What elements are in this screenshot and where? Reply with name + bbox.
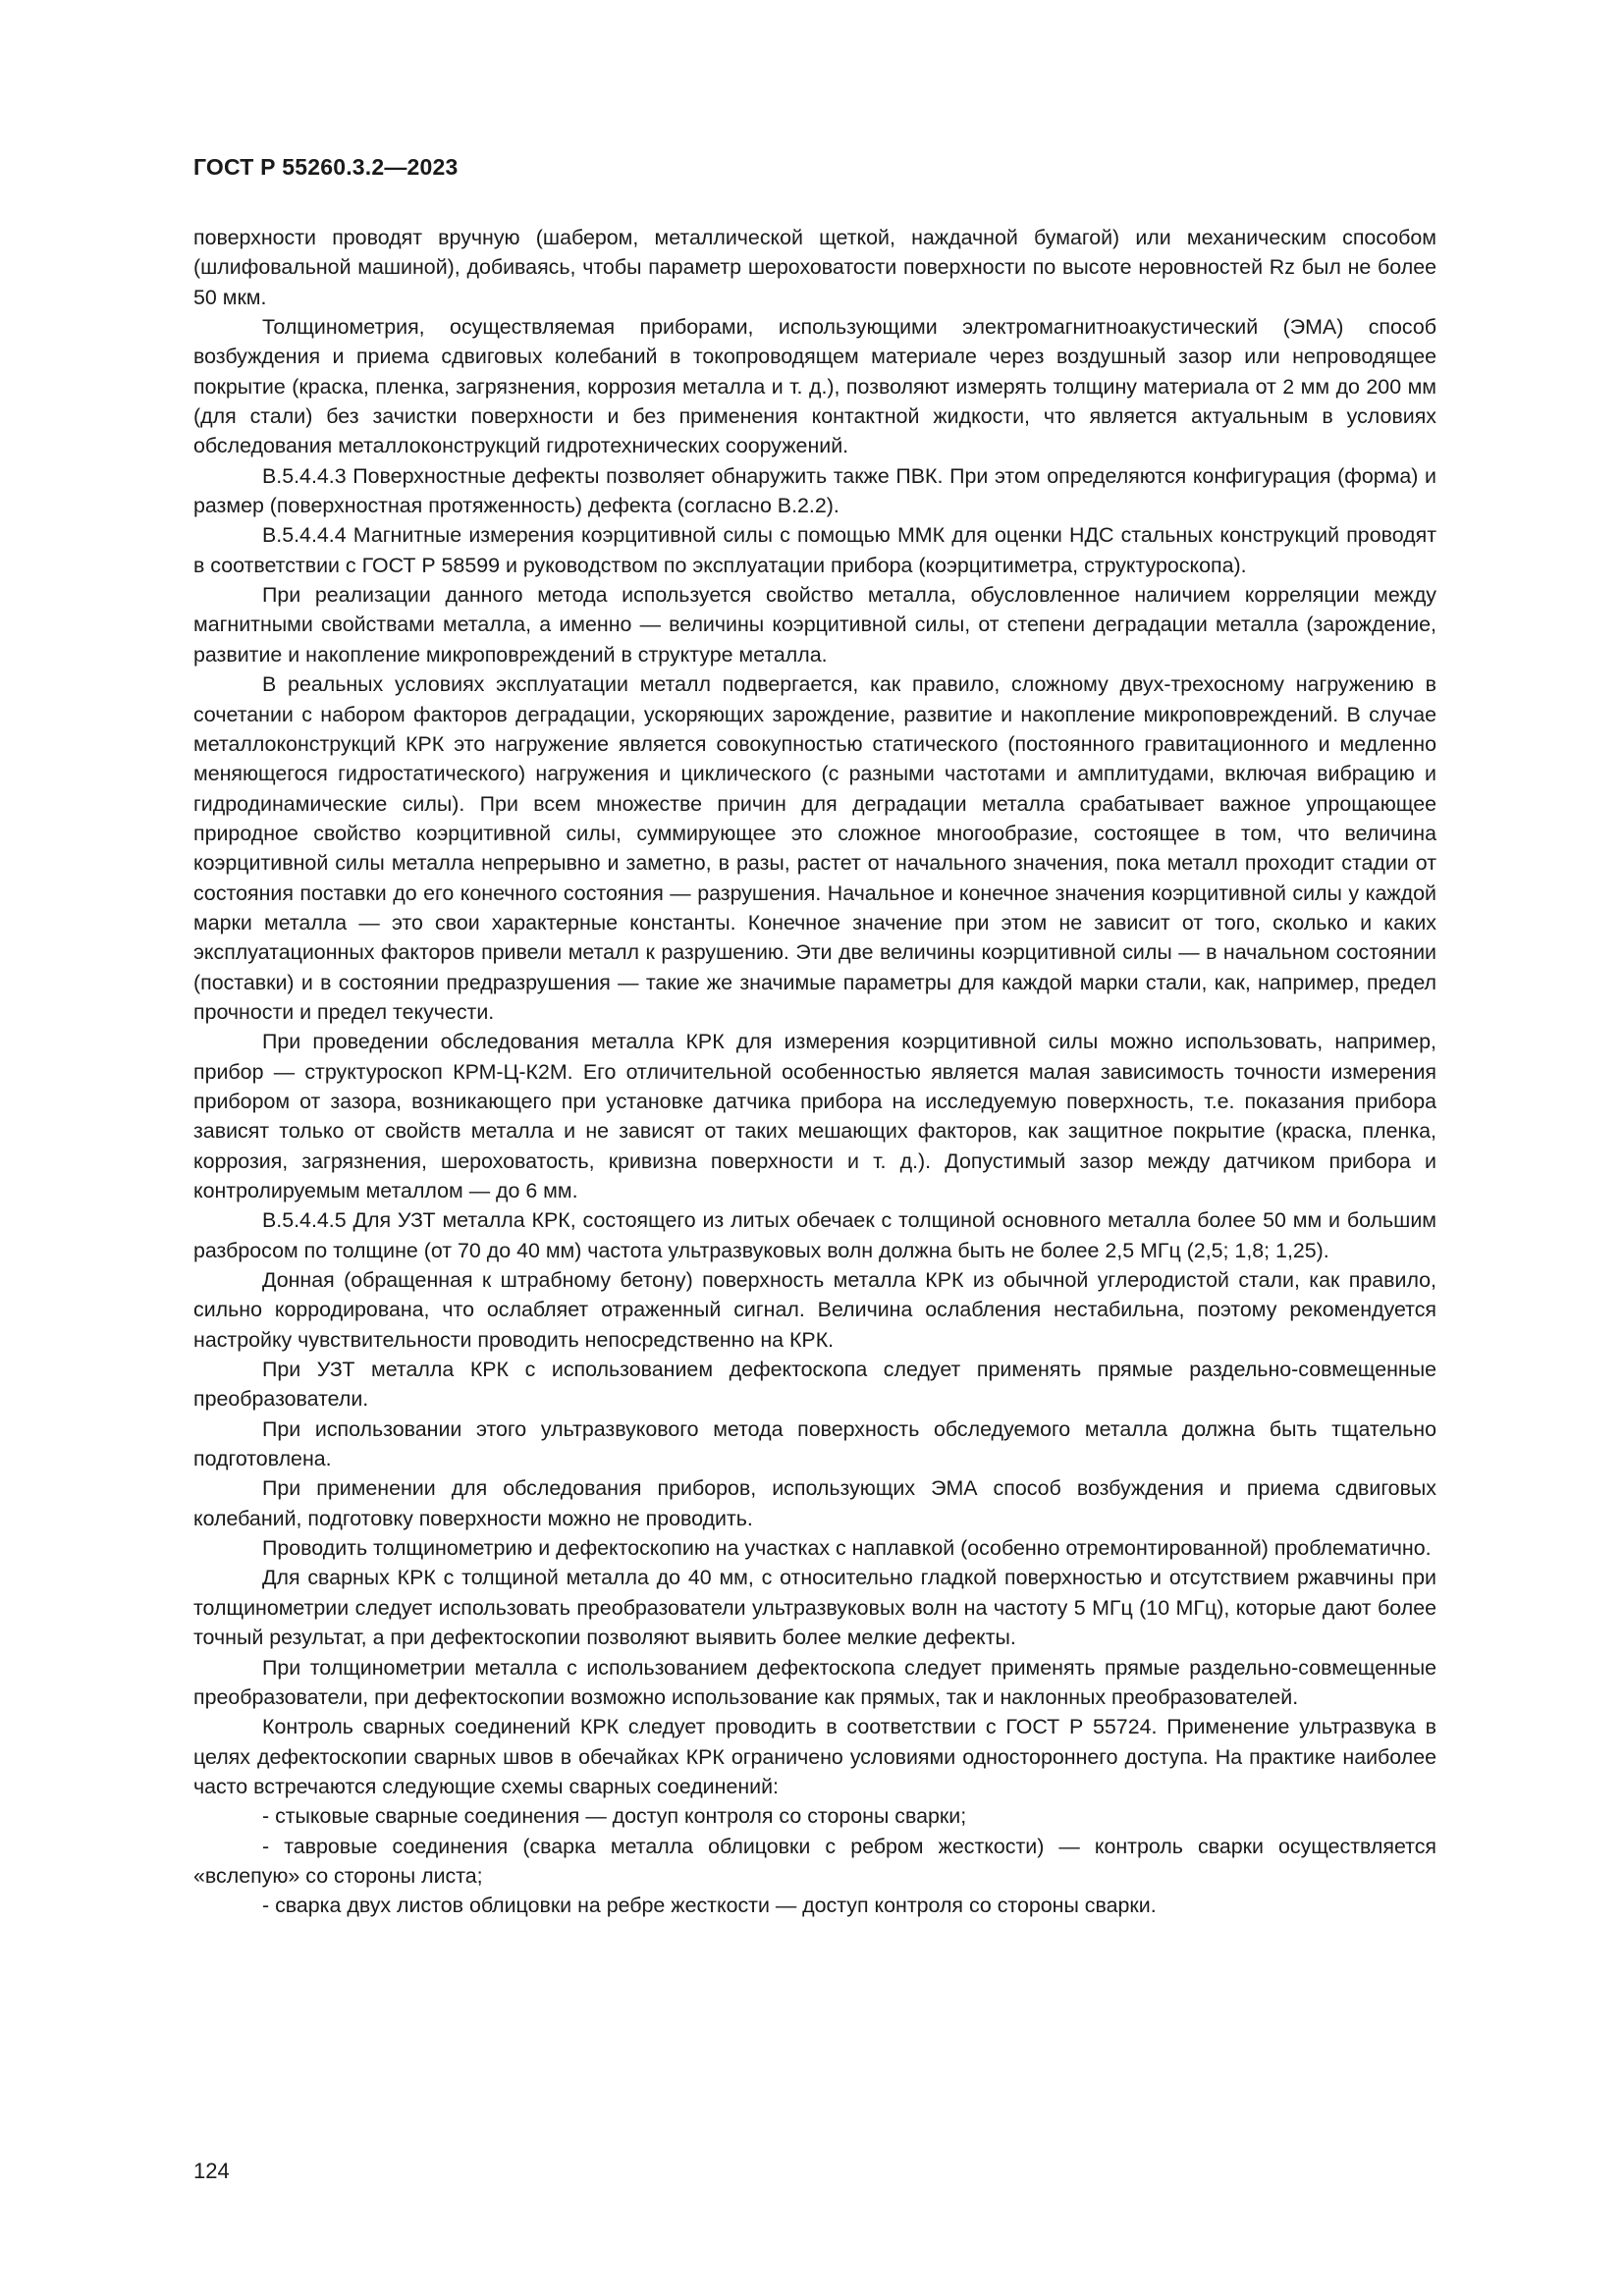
paragraph-thickness-ema: Толщинометрия, осуществляемая приборами, использующими электромагнитноакустический (ЭМА) способ возбуждения и приема сдвиговых колебаний в токопроводящем материале через воздушный зазор или непроводящее покрытие (краска, пленка, загрязнения, коррозия металла и т. д.), позволяют измерять толщину материала от 2 мм до 200 мм (для стали) без зачистки поверхности и без применения контактной жидкости, что является актуальным в условиях обследования металлоконструкций гидротехнических сооружений. xyxy=(193,315,1436,458)
page-number: 124 xyxy=(193,2159,230,2183)
list-item-tee-joints: - тавровые соединения (сварка металла облицовки с ребром жесткости) — контроль сварки осуществляется «вслепую» со стороны листа; xyxy=(193,1834,1436,1888)
paragraph-b5445: В.5.4.4.5 Для УЗТ металла КРК, состоящего из литых обечаек с толщиной основного металла более 50 мм и большим разбросом по толщине (от 70 до 40 мм) частота ультразвуковых волн должна быть не более 2,5 МГц (2,5; 1,8; 1,25). xyxy=(193,1208,1436,1262)
list-item-two-sheets: - сварка двух листов облицовки на ребре жесткости — доступ контроля со стороны сварки. xyxy=(262,1894,1157,1918)
paragraph-transducers: При толщинометрии металла с использованием дефектоскопа следует применять прямые раздельно-совмещенные преобразователи, при дефектоскопии возможно использование как прямых, так и наклонных преобразователей. xyxy=(193,1655,1436,1709)
paragraph-uzt-flaw-detector: При УЗТ металла КРК с использованием дефектоскопа следует применять прямые раздельно-совмещенные преобразователи. xyxy=(193,1358,1436,1412)
paragraph-real-conditions: В реальных условиях эксплуатации металл подвергается, как правило, сложному двух-трехосному нагружению в сочетании с набором факторов деградации, ускоряющих зарождение, развитие и накопление микроповреждений. В случае металлоконструкций КРК это нагружение является совокупностью статического (постоянного гравитационного и медленно меняющегося гидростатического) нагружения и циклического (с разными частотами и амплитудами, включая вибрацию и гидродинамические силы). При всем множестве причин для деградации металла срабатывает важное упрощающее природное свойство коэрцитивной силы, суммирующее это сложное многообразие, состоящее в том, что величина коэрцитивной силы металла непрерывно и заметно, в разы, растет от начального значения, пока металл проходит стадии от состояния поставки до его конечного состояния — разрушения. Начальное и конечное значения коэрцитивной силы у каждой марки металла — это свои характерные константы. Конечное значение при этом не зависит от того, сколько и каких эксплуатационных факторов привели металл к разрушению. Эти две величины коэрцитивной силы — в начальном состоянии (поставки) и в состоянии предразрушения — такие же значимые параметры для каждой марки стали, как, например, предел прочности и предел текучести. xyxy=(193,672,1436,1024)
paragraph-surface-preparation: При использовании этого ультразвукового метода поверхность обследуемого металла должна быть тщательно подготовлена. xyxy=(193,1416,1436,1471)
paragraph-ema-no-preparation: При применении для обследования приборов, использующих ЭМА способ возбуждения и приема сдвиговых колебаний, подготовку поверхности можно не проводить. xyxy=(193,1476,1436,1530)
document-body xyxy=(193,223,1436,1921)
paragraph-b5444: В.5.4.4.4 Магнитные измерения коэрцитивной силы с помощью ММК для оценки НДС стальных конструкций проводят в соответствии с ГОСТ Р 58599 и руководством по эксплуатации прибора (коэрцитиметра, структуроскопа). xyxy=(193,523,1436,577)
paragraph-method-property: При реализации данного метода используется свойство металла, обусловленное наличием корреляции между магнитными свойствами металла, а именно — величины коэрцитивной силы, от степени деградации металла (зарождение, развитие и накопление микроповреждений в структуре металла. xyxy=(193,583,1436,667)
paragraph-structuroscope: При проведении обследования металла КРК для измерения коэрцитивной силы можно использовать, например, прибор — структуроскоп КРМ-Ц-К2М. Его отличительной особенностью является малая зависимость точности измерения прибором от зазора, возникающего при установке датчика прибора на исследуемую поверхность, т.е. показания прибора зависят только от свойств металла и не зависят от таких мешающих факторов, как защитное покрытие (краска, пленка, коррозия, загрязнения, шероховатость, кривизна поверхности и т. д.). Допустимый зазор между датчиком прибора и контролируемым металлом — до 6 мм. xyxy=(193,1030,1436,1202)
paragraph-welded-krk: Для сварных КРК с толщиной металла до 40 мм, с относительно гладкой поверхностью и отсутствием ржавчины при толщинометрии следует использовать преобразователи ультразвуковых волн на частоту 5 МГц (10 МГц), которые дают более точный результат, а при дефектоскопии позволяют выявить более мелкие дефекты. xyxy=(193,1566,1436,1650)
standard-code-header: ГОСТ Р 55260.3.2—2023 xyxy=(193,154,459,180)
paragraph-bottom-surface: Донная (обращенная к штрабному бетону) поверхность металла КРК из обычной углеродистой стали, как правило, сильно корродирована, что ослабляет отраженный сигнал. Величина ослабления нестабильна, поэтому рекомендуется настройку чувствительности проводить непосредственно на КРК. xyxy=(193,1268,1436,1352)
list-item-butt-welds: - стыковые сварные соединения — доступ контроля со стороны сварки; xyxy=(262,1804,967,1829)
paragraph-b5443: В.5.4.4.3 Поверхностные дефекты позволяет обнаружить также ПВК. При этом определяются конфигурация (форма) и размер (поверхностная протяженность) дефекта (согласно В.2.2). xyxy=(193,463,1436,518)
paragraph-continuation: поверхности проводят вручную (шабером, металлической щеткой, наждачной бумагой) или механическим способом (шлифовальной машиной), добиваясь, чтобы параметр шероховатости поверхности по высоте неровностей Rz был не более 50 мкм. xyxy=(193,226,1436,309)
paragraph-overlay-areas: Проводить толщинометрию и дефектоскопию на участках с наплавкой (особенно отремонтированной) проблематично. xyxy=(262,1536,1432,1561)
paragraph-weld-inspection: Контроль сварных соединений КРК следует проводить в соответствии с ГОСТ Р 55724. Применение ультразвука в целях дефектоскопии сварных швов в обечайках КРК ограничено условиями одностороннего доступа. На практике наиболее часто встречаются следующие схемы сварных соединений: xyxy=(193,1715,1436,1798)
